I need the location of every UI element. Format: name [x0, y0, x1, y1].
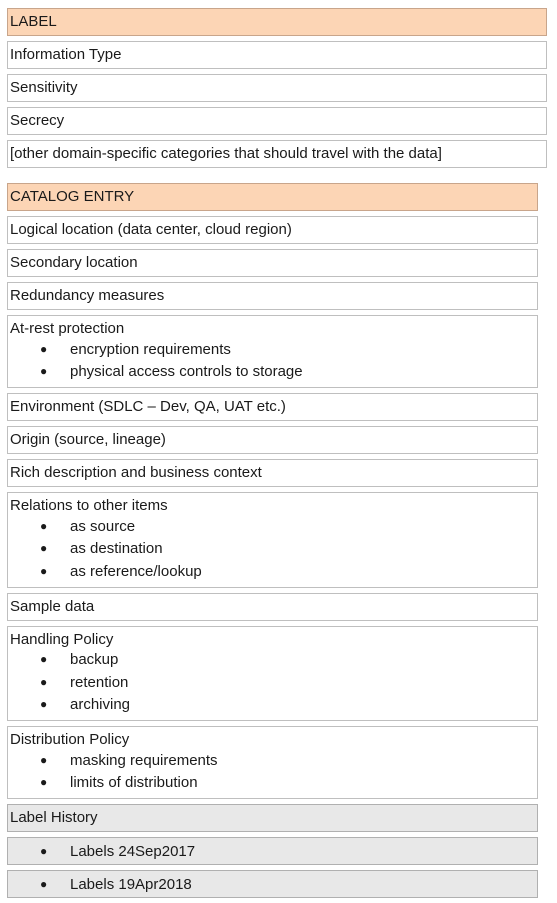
list-item — [10, 842, 535, 861]
bullet-icon: ● — [40, 697, 48, 712]
label-row-information-type: Information Type — [7, 41, 547, 69]
list-item — [10, 538, 535, 561]
catalog-row-handling-policy — [7, 626, 538, 722]
bullet-icon: ● — [40, 518, 48, 533]
list-item — [10, 772, 535, 795]
bullet-icon: ● — [40, 674, 48, 689]
bullet-icon: ● — [40, 563, 48, 578]
bullet-icon: ● — [40, 341, 48, 356]
list-item-text: as destination — [70, 540, 163, 558]
list-item-text: physical access controls to storage — [70, 363, 303, 381]
list-item-text: masking requirements — [70, 751, 218, 769]
catalog-row-distribution-policy — [7, 726, 538, 799]
list-item-text: backup — [70, 651, 119, 669]
list-item-text: limits of distribution — [70, 774, 198, 792]
list-item — [10, 875, 535, 894]
list-item-text: Labels 24Sep2017 — [70, 843, 196, 860]
list-item-text: as source — [70, 517, 136, 535]
catalog-row-environment: Environment (SDLC – Dev, QA, UAT etc.) — [7, 393, 538, 421]
bullet-icon: ● — [40, 775, 48, 790]
catalog-row-at-rest-protection — [7, 315, 538, 388]
bullet-icon: ● — [40, 844, 48, 858]
bullet-icon: ● — [40, 541, 48, 556]
label-history-entry — [7, 837, 538, 865]
label-row-sensitivity: Sensitivity — [7, 74, 547, 102]
catalog-row-description: Rich description and business context — [7, 459, 538, 487]
list-item — [10, 749, 535, 772]
distribution-title: Distribution Policy — [10, 731, 130, 748]
catalog-row-relations — [7, 492, 538, 588]
list-item — [10, 338, 535, 361]
list-item — [10, 515, 535, 538]
list-item — [10, 649, 535, 672]
bullet-icon: ● — [40, 652, 48, 667]
catalog-row-label-history: Label History — [7, 804, 538, 832]
at-rest-title: At-rest protection — [10, 320, 125, 337]
label-row-secrecy: Secrecy — [7, 107, 547, 135]
label-row-other-categories: [other domain-specific categories that should travel with the data] — [7, 140, 547, 168]
catalog-entry-table — [7, 183, 538, 903]
handling-title: Handling Policy — [10, 630, 114, 648]
list-item-text: Labels 19Apr2018 — [70, 876, 192, 893]
list-item — [10, 560, 535, 583]
label-history-entry — [7, 870, 538, 898]
catalog-row-redundancy: Redundancy measures — [7, 282, 538, 310]
catalog-row-sample-data: Sample data — [7, 593, 538, 621]
catalog-row-origin: Origin (source, lineage) — [7, 426, 538, 454]
list-item — [10, 671, 535, 694]
bullet-icon: ● — [40, 752, 48, 767]
list-item-text: encryption requirements — [70, 340, 231, 358]
relations-title: Relations to other items — [10, 497, 168, 514]
catalog-header: CATALOG ENTRY — [7, 183, 538, 211]
list-item-text: retention — [70, 673, 129, 691]
catalog-row-secondary-location: Secondary location — [7, 249, 538, 277]
list-item-text: as reference/lookup — [70, 562, 202, 580]
catalog-row-logical-location: Logical location (data center, cloud region) — [7, 216, 538, 244]
list-item — [10, 694, 535, 717]
label-header: LABEL — [7, 8, 547, 36]
bullet-icon: ● — [40, 364, 48, 379]
list-item — [10, 361, 535, 384]
list-item-text: archiving — [70, 696, 131, 714]
bullet-icon: ● — [40, 877, 48, 891]
label-table — [7, 8, 547, 173]
